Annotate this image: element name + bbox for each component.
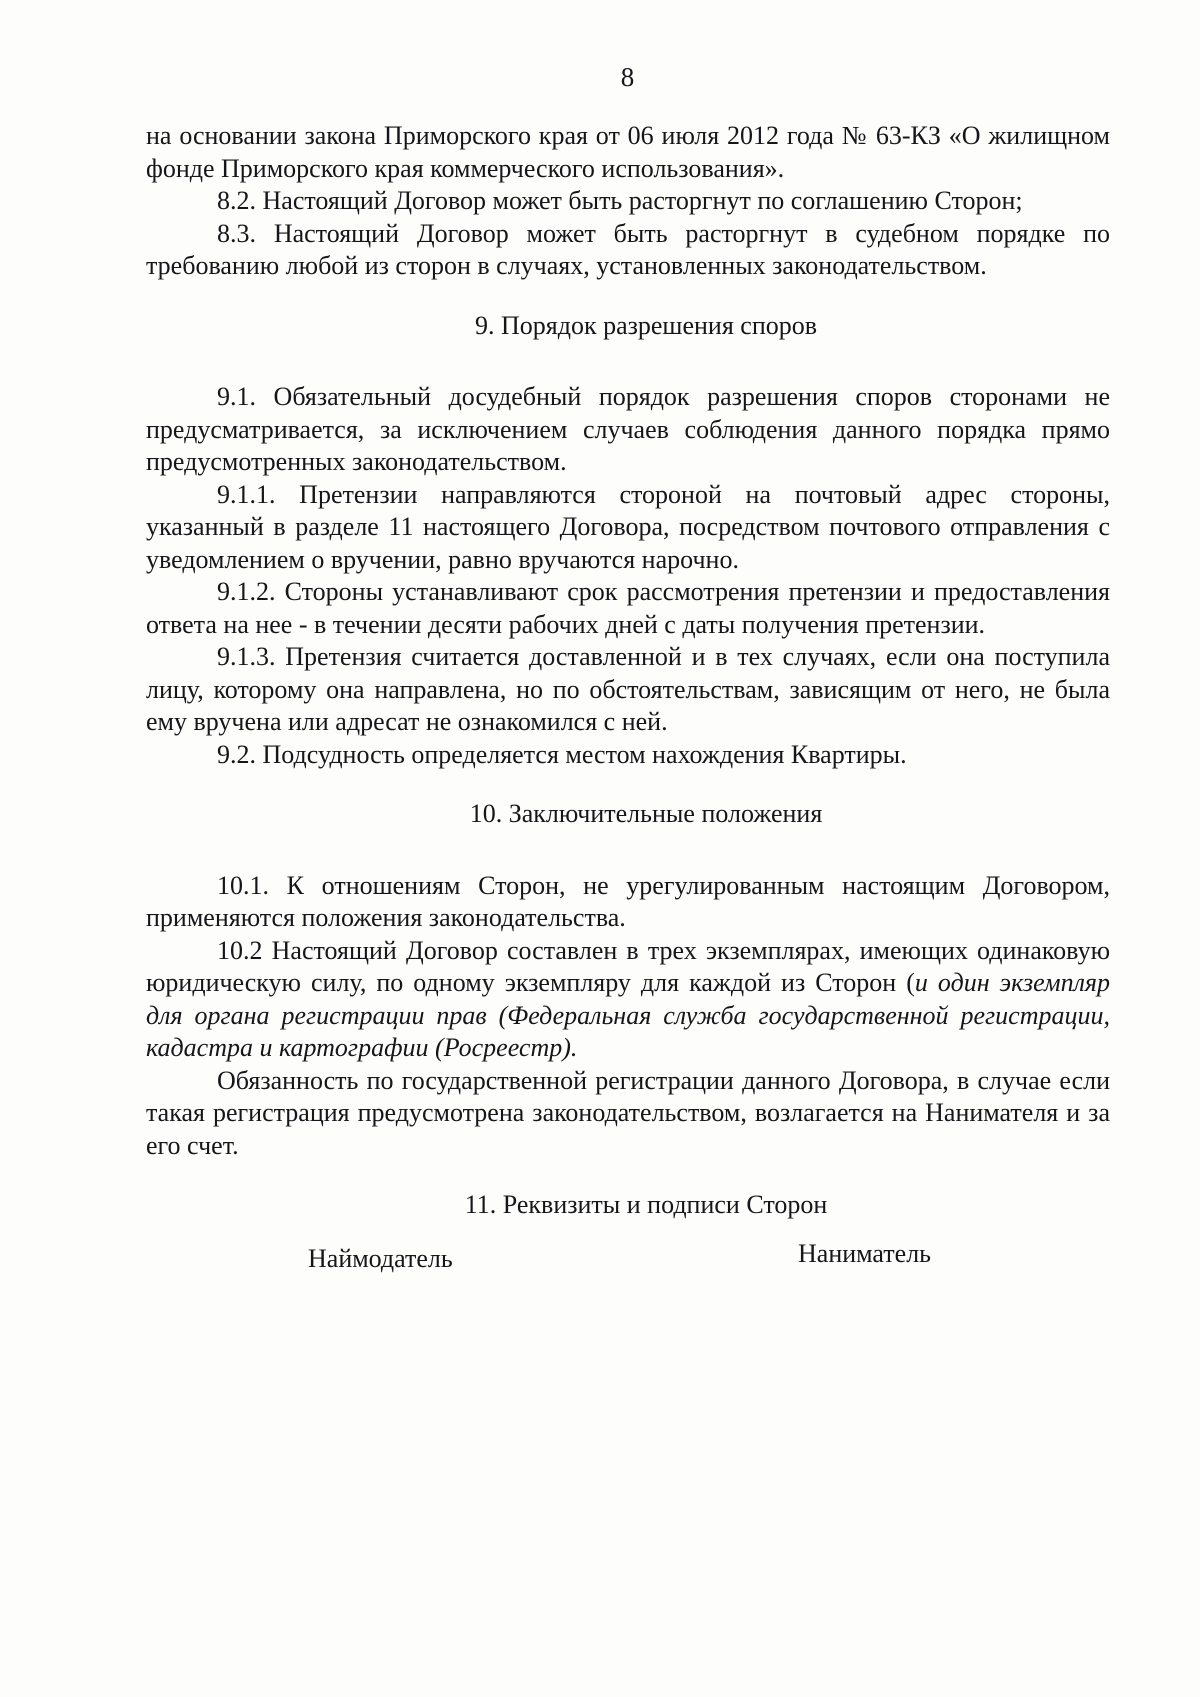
clause-9-1-3: 9.1.3. Претензия считается доставленной и в тех случаях, если она поступила лицу, которому она направлена, но по обстоятельствам, зависящим от него, не была ему вручена или адресат не ознакомился с ней. bbox=[146, 642, 1110, 736]
signature-block bbox=[146, 1238, 1110, 1283]
clause-9-1: 9.1. Обязательный досудебный порядок разрешения споров сторонами не предусматривается, за исключением случаев соблюдения данного порядка прямо предусмотренных законодательством. bbox=[146, 382, 1110, 476]
clause-8-2: 8.2. Настоящий Договор может быть расторгнут по соглашению Сторон; bbox=[217, 186, 1023, 215]
clause-10-2 bbox=[146, 935, 1110, 1065]
page-number: 8 bbox=[620, 62, 635, 92]
section10-heading: 10. Заключительные положения bbox=[469, 799, 823, 828]
clause-10-2-text: 10.2 Настоящий Договор составлен в трех экземплярах, имеющих одинаковую юридическую силу, по одному экземпляру для каждой из Сторон ( bbox=[146, 935, 1110, 997]
tenant-label: Наниматель bbox=[798, 1238, 932, 1268]
landlord-label: Наймодатель bbox=[308, 1243, 453, 1273]
section8-continuation: на основании закона Приморского края от 06 июля 2012 года № 63-КЗ «О жилищном фонде Приморского края коммерческого использования». bbox=[146, 121, 1110, 183]
registration-obligation: Обязанность по государственной регистрации данного Договора, в случае если такая регистрация предусмотрена законодательством, возлагается на Нанимателя и за его счет. bbox=[146, 1065, 1110, 1160]
clause-9-2: 9.2. Подсудность определяется местом нахождения Квартиры. bbox=[217, 739, 907, 769]
clause-10-2-italic-text: и один экземпляр для органа регистрации прав (Федеральная служба государственной регистрации, кадастра и картографии (Росреестр). bbox=[146, 968, 1110, 1062]
clause-8-3: 8.3. Настоящий Договор может быть расторгнут в судебном порядке по требованию любой из сторон в случаях, установленных законодательством. bbox=[146, 218, 1110, 280]
section11-heading: 11. Реквизиты и подписи Сторон bbox=[464, 1190, 828, 1219]
clause-9-1-1: 9.1.1. Претензии направляются стороной на почтовый адрес стороны, указанный в разделе 11 настоящего Договора, посредством почтового отправления с уведомлением о вручении, равно вручаются нарочно. bbox=[146, 479, 1110, 574]
section9-heading: 9. Порядок разрешения споров bbox=[474, 310, 818, 340]
clause-10-1: 10.1. К отношениям Сторон, не урегулированным настоящим Договором, применяются положения законодательства. bbox=[146, 870, 1110, 932]
clause-9-1-2: 9.1.2. Стороны устанавливают срок рассмотрения претензии и предоставления ответа на нее - в течении десяти рабочих дней с даты получения претензии. bbox=[146, 577, 1110, 639]
document-body bbox=[146, 120, 1110, 1283]
